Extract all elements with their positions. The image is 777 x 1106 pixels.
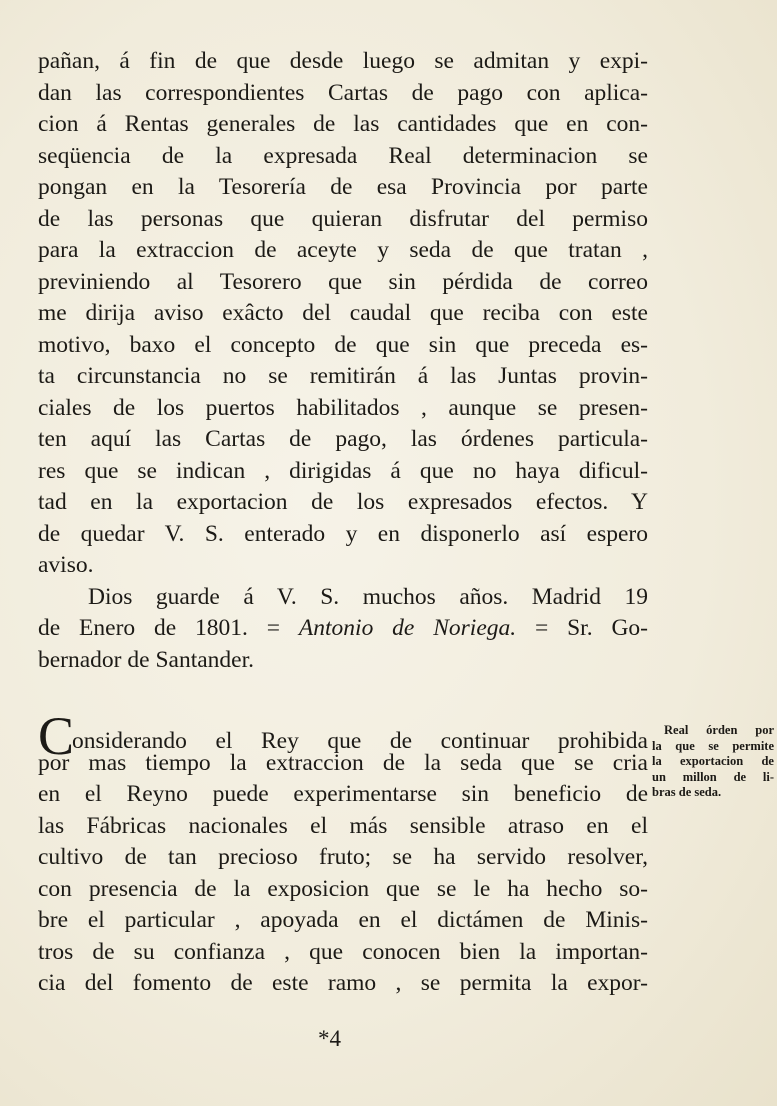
text-line: ta circunstancia no se remitirán á las Juntas provin- (38, 363, 648, 389)
text-line: por mas tiempo la extraccion de la seda que se cria (38, 749, 648, 776)
margin-note-line: la exportacion de (652, 754, 774, 768)
margin-note-line: la que se permite (652, 738, 774, 753)
text-line: pañan, á fin de que desde luego se admitan y expi- (38, 48, 648, 74)
text-line: aviso. (38, 552, 94, 578)
text-line: cia del fomento de este ramo , se permita la expor- (38, 970, 648, 996)
text-line: ten aquí las Cartas de pago, las órdenes particula- (38, 426, 648, 452)
signatory-name: Antonio de Noriega. (298, 615, 517, 641)
text-line: me dirija aviso exâcto del caudal que reciba con este (38, 300, 648, 326)
text-line: de las personas que quieran disfrutar del permiso (38, 205, 648, 232)
margin-note-line: bras de seda. (652, 785, 722, 799)
text-line: cion á Rentas generales de las cantidades que en con- (38, 111, 648, 137)
text-line: de quedar V. S. enterado y en disponerlo así espero (38, 520, 648, 547)
text-line: ciales de los puertos habilitados , aunque se presen- (38, 394, 648, 421)
closing-line-signature (38, 613, 648, 645)
text-line: previniendo al Tesorero que sin pérdida de correo (38, 268, 648, 295)
text-line: pongan en la Tesorería de esa Provincia por parte (38, 174, 648, 200)
text-line: para la extraccion de aceyte y seda de que tratan , (38, 237, 648, 263)
first-line-text: onsiderando el Rey que de continuar prohibida (72, 728, 648, 754)
margin-note-line: Real órden por (664, 723, 774, 737)
text-line: dan las correspondientes Cartas de pago con aplica- (38, 79, 648, 106)
text-line: bre el particular , apoyada en el dictámen de Minis- (38, 907, 648, 933)
text-line: tad en la exportacion de los expresados efectos. Y (38, 489, 648, 515)
date-text: de Enero de 1801. = (38, 615, 299, 641)
drop-cap: C (38, 706, 73, 766)
addressee-text: = Sr. Go- (516, 615, 648, 641)
text-line: con presencia de la exposicion que se le ha hecho so- (38, 875, 648, 902)
paragraph-2 (38, 706, 648, 1000)
text-line: seqüencia de la expresada Real determinacion se (38, 142, 648, 169)
closing-line: Dios guarde á V. S. muchos años. Madrid 19 (88, 583, 648, 610)
text-line: en el Reyno puede experimentarse sin beneficio de (38, 781, 648, 807)
text-line: las Fábricas nacionales el más sensible atraso en el (38, 812, 648, 839)
signature-mark: *4 (318, 1026, 341, 1051)
margin-note (652, 723, 774, 801)
paragraph-1 (38, 46, 648, 676)
text-line: res que se indican , dirigidas á que no haya dificul- (38, 457, 648, 484)
margin-note-line: un millon de li- (652, 769, 774, 784)
text-line: cultivo de tan precioso fruto; se ha servido resolver, (38, 844, 648, 870)
closing-line: bernador de Santander. (38, 646, 254, 673)
text-line: tros de su confianza , que conocen bien la importan- (38, 938, 648, 965)
text-line: motivo, baxo el concepto de que sin que preceda es- (38, 331, 648, 358)
